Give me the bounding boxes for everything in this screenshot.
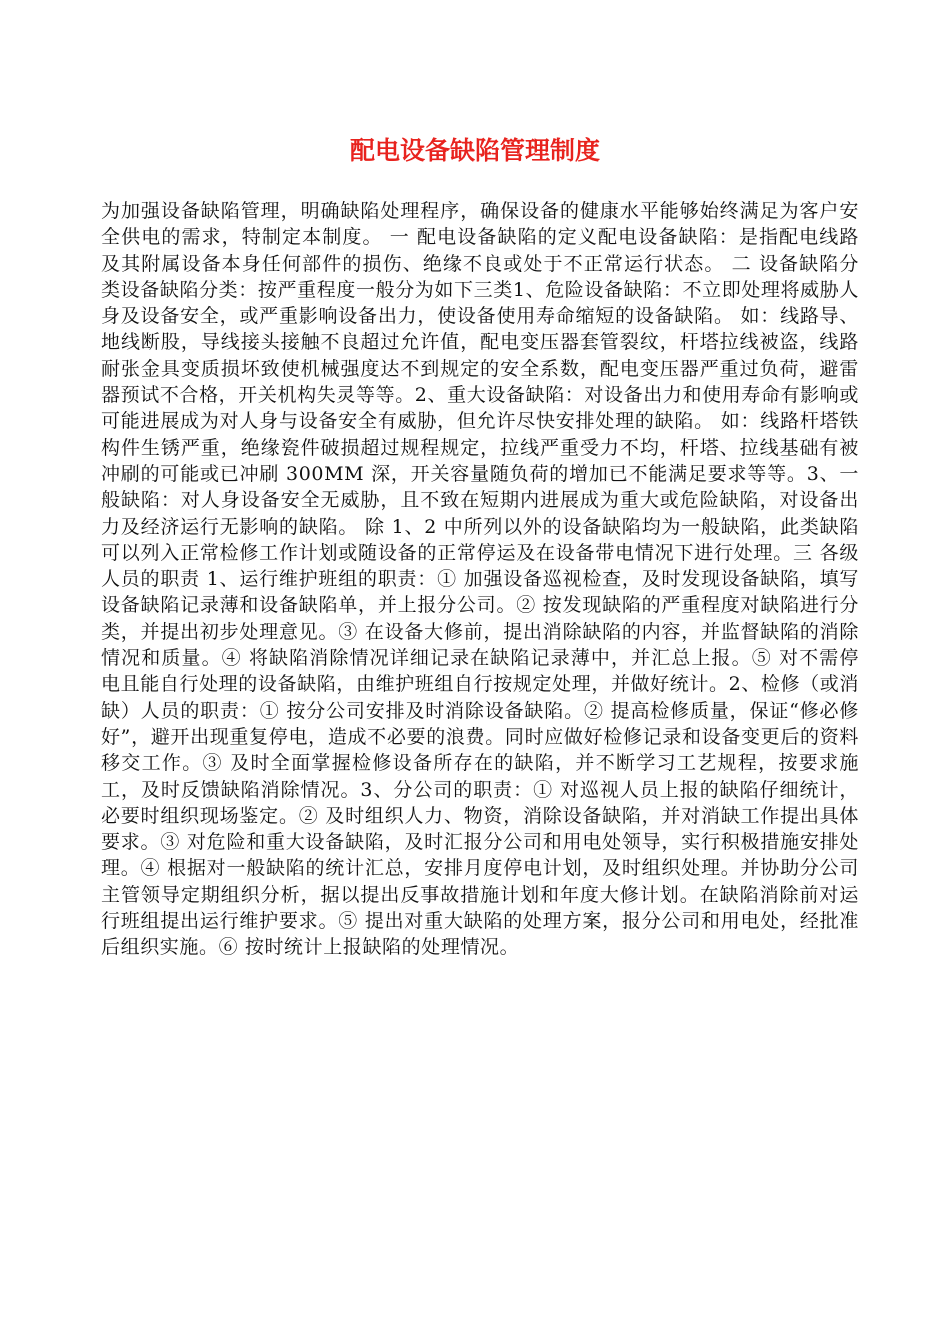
document-body-paragraph: 为加强设备缺陷管理，明确缺陷处理程序，确保设备的健康水平能够始终满足为客户安全供电的需求，特制定本制度。 一 配电设备缺陷的定义配电设备缺陷：是指配电线路及其附属设备本身任何部件的损伤、绝缘不良或处于不正常运行状态。 二 设备缺陷分类设备缺陷分类：按严重程度一般分为如下三类1、危险设备缺陷：不立即处理将威胁人身及设备安全，或严重影响设备出力，使设备使用寿命缩短的设备缺陷。 如：线路导、地线断股，导线接头接触不良超过允许值，配电变压器套管裂纹，杆塔拉线被盗，线路耐张金具变质损坏致使机械强度达不到规定的安全系数，配电变压器严重过负荷，避雷器预试不合格，开关机构失灵等等。2、重大设备缺陷：对设备出力和使用寿命有影响或可能进展成为对人身与设备安全有威胁，但允许尽快安排处理的缺陷。 如：线路杆塔铁构件生锈严重，绝缘瓷件破损超过规程规定，拉线严重受力不均，杆塔、拉线基础有被冲刷的可能或已冲刷 300MM 深，开关容量随负荷的增加已不能满足要求等等。3、一般缺陷：对人身设备安全无威胁，且不致在短期内进展成为重大或危险缺陷，对设备出力及经济运行无影响的缺陷。 除 1、2 中所列以外的设备缺陷均为一般缺陷，此类缺陷可以列入正常检修工作计划或随设备的正常停运及在设备带电情况下进行处理。三 各级人员的职责 1、运行维护班组的职责：① 加强设备巡视检查，及时发现设备缺陷，填写设备缺陷记录薄和设备缺陷单，并上报分公司。② 按发现缺陷的严重程度对缺陷进行分类，并提出初步处理意见。③ 在设备大修前，提出消除缺陷的内容，并监督缺陷的消除情况和质量。④ 将缺陷消除情况详细记录在缺陷记录薄中，并汇总上报。⑤ 对不需停电且能自行处理的设备缺陷，由维护班组自行按规定处理，并做好统计。2、检修（或消缺）人员的职责：① 按分公司安排及时消除设备缺陷。② 提高检修质量，保证“修必修好”，避开出现重复停电，造成不必要的浪费。同时应做好检修记录和设备变更后的资料移交工作。③ 及时全面掌握检修设备所存在的缺陷，并不断学习工艺规程，按要求施工，及时反馈缺陷消除情况。3、分公司的职责：① 对巡视人员上报的缺陷仔细统计，必要时组织现场鉴定。② 及时组织人力、物资，消除设备缺陷，并对消缺工作提出具体要求。③ 对危险和重大设备缺陷，及时汇报分公司和用电处领导，实行积极措施安排处理。④ 根据对一般缺陷的统计汇总，安排月度停电计划，及时组织处理。并协助分公司主管领导定期组织分析，据以提出反事故措施计划和年度大修计划。在缺陷消除前对运行班组提出运行维护要求。⑤ 提出对重大缺陷的处理方案，报分公司和用电处，经批准后组织实施。⑥ 按时统计上报缺陷的处理情况。 <box>101 200 859 959</box>
document-title: 配电设备缺陷管理制度 <box>349 136 600 165</box>
